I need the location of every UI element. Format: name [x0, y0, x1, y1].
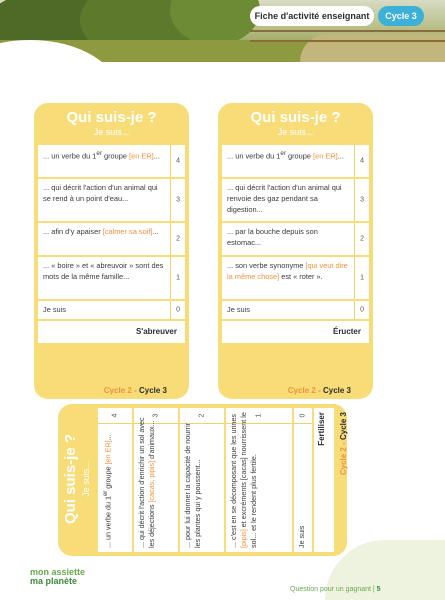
clue-text: ... qui décrit l'action d'un animal qui se rend à un point d'eau... [43, 183, 158, 203]
answer-box: S'abreuver [38, 321, 185, 343]
points-value: 3 [134, 408, 178, 424]
clue-text: Je suis [227, 305, 251, 314]
clue-row [38, 301, 185, 319]
divider [170, 179, 171, 221]
clue-text: ... pour lui donner la capacité de nourrir les plantes qui y poussent... [183, 422, 202, 548]
points-value: 1 [360, 274, 364, 282]
points-value: 4 [360, 157, 364, 165]
points-value: 1 [176, 274, 180, 282]
clue-text: ... qui décrit l'action d'enrichir un sol avec les déjections [cacas, pipis] d'animaux... [137, 417, 156, 548]
card-title: Qui suis-je ? [250, 109, 341, 126]
cycle-label: Cycle 2 - Cycle 3 [103, 386, 167, 395]
clue-text: Je suis [43, 305, 67, 314]
clue-column [134, 408, 178, 552]
divider [354, 301, 355, 319]
clue-column [98, 408, 132, 552]
sheet-type-label: Fiche d'activité enseignant [250, 6, 374, 26]
path-shape [300, 34, 445, 62]
divider [354, 145, 355, 177]
cycle-badge: Cycle 3 [378, 6, 424, 26]
answer-box [314, 408, 334, 552]
points-value: 3 [176, 196, 180, 204]
clue-column [226, 408, 292, 552]
clue-text: ... un verbe du 1er groupe [en ER]... [43, 150, 160, 161]
divider [354, 257, 355, 299]
divider [170, 145, 171, 177]
clue-text: ... par la bouche depuis son estomac... [227, 227, 318, 247]
points-value: 2 [176, 235, 180, 243]
clue-text: ... « boire » et « abreuvoir » sont des mots de la même famille... [43, 261, 164, 281]
footer-text: Question pour un gagnant [290, 586, 371, 593]
clue-row [38, 223, 185, 255]
points-value: 0 [176, 306, 180, 314]
divider [354, 179, 355, 221]
logo-line-1: mon assiette [30, 567, 86, 577]
divider [170, 257, 171, 299]
fence-rail [250, 30, 445, 32]
points-value: 0 [360, 306, 364, 314]
logo-line-2: ma planète [30, 576, 78, 586]
clue-text: ... son verbe synonyme [qui veut dire la même chose] est « roter ». [227, 261, 348, 281]
points-value: 3 [360, 196, 364, 204]
points-value: 2 [360, 235, 364, 243]
riddle-card-1 [34, 103, 189, 399]
points-value: 2 [180, 408, 224, 424]
clue-row [38, 179, 185, 221]
clue-text: ... afin d'y apaiser [calmer sa soif]... [43, 227, 159, 236]
clue-row [38, 257, 185, 299]
cycle-label-holder [336, 408, 346, 552]
clue-row [222, 223, 369, 255]
clue-row [222, 257, 369, 299]
clue-row [222, 145, 369, 177]
divider [170, 223, 171, 255]
clue-text: ... c'est en se décomposant que les urines [pipis] et excréments [cacas] nourrissent le sol... et le rendent plus fertile. [229, 412, 258, 548]
answer-box: Éructer [222, 321, 369, 343]
page-number: 5 [376, 586, 381, 593]
points-value: 1 [226, 408, 292, 424]
cycle-label: Cycle 2 - Cycle 3 [339, 412, 348, 476]
clue-row [222, 301, 369, 319]
riddle-card-3 [58, 404, 347, 556]
points-value: 0 [294, 408, 312, 424]
page-footer: Question pour un gagnant | 5 [290, 586, 381, 593]
clue-row [222, 179, 369, 221]
clue-text: Je suis [297, 525, 306, 548]
clue-column [294, 408, 312, 552]
riddle-card-2 [218, 103, 373, 399]
clue-row [38, 145, 185, 177]
brand-logo [30, 568, 85, 586]
clue-column [180, 408, 224, 552]
divider [170, 301, 171, 319]
card-title: Qui suis-je ? [66, 109, 157, 126]
divider [354, 223, 355, 255]
points-value: 4 [98, 408, 132, 424]
card-subtitle: Je suis... [93, 127, 130, 137]
answer-text: Fertiliser [317, 412, 326, 446]
card-subtitle: Je suis... [277, 127, 314, 137]
clue-text: ... un verbe du 1er groupe [en ER]... [227, 150, 344, 161]
cycle-label: Cycle 2 - Cycle 3 [287, 386, 351, 395]
fence-rail [250, 40, 445, 42]
card-subtitle: Je suis... [81, 461, 91, 497]
clue-text: ... qui décrit l'action d'un animal qui renvoie des gaz pendant sa digestion... [227, 183, 342, 214]
clue-text: ... un verbe du 1er groupe [en ER]... [103, 434, 113, 548]
card-title: Qui suis-je ? [62, 434, 79, 525]
points-value: 4 [176, 157, 180, 165]
